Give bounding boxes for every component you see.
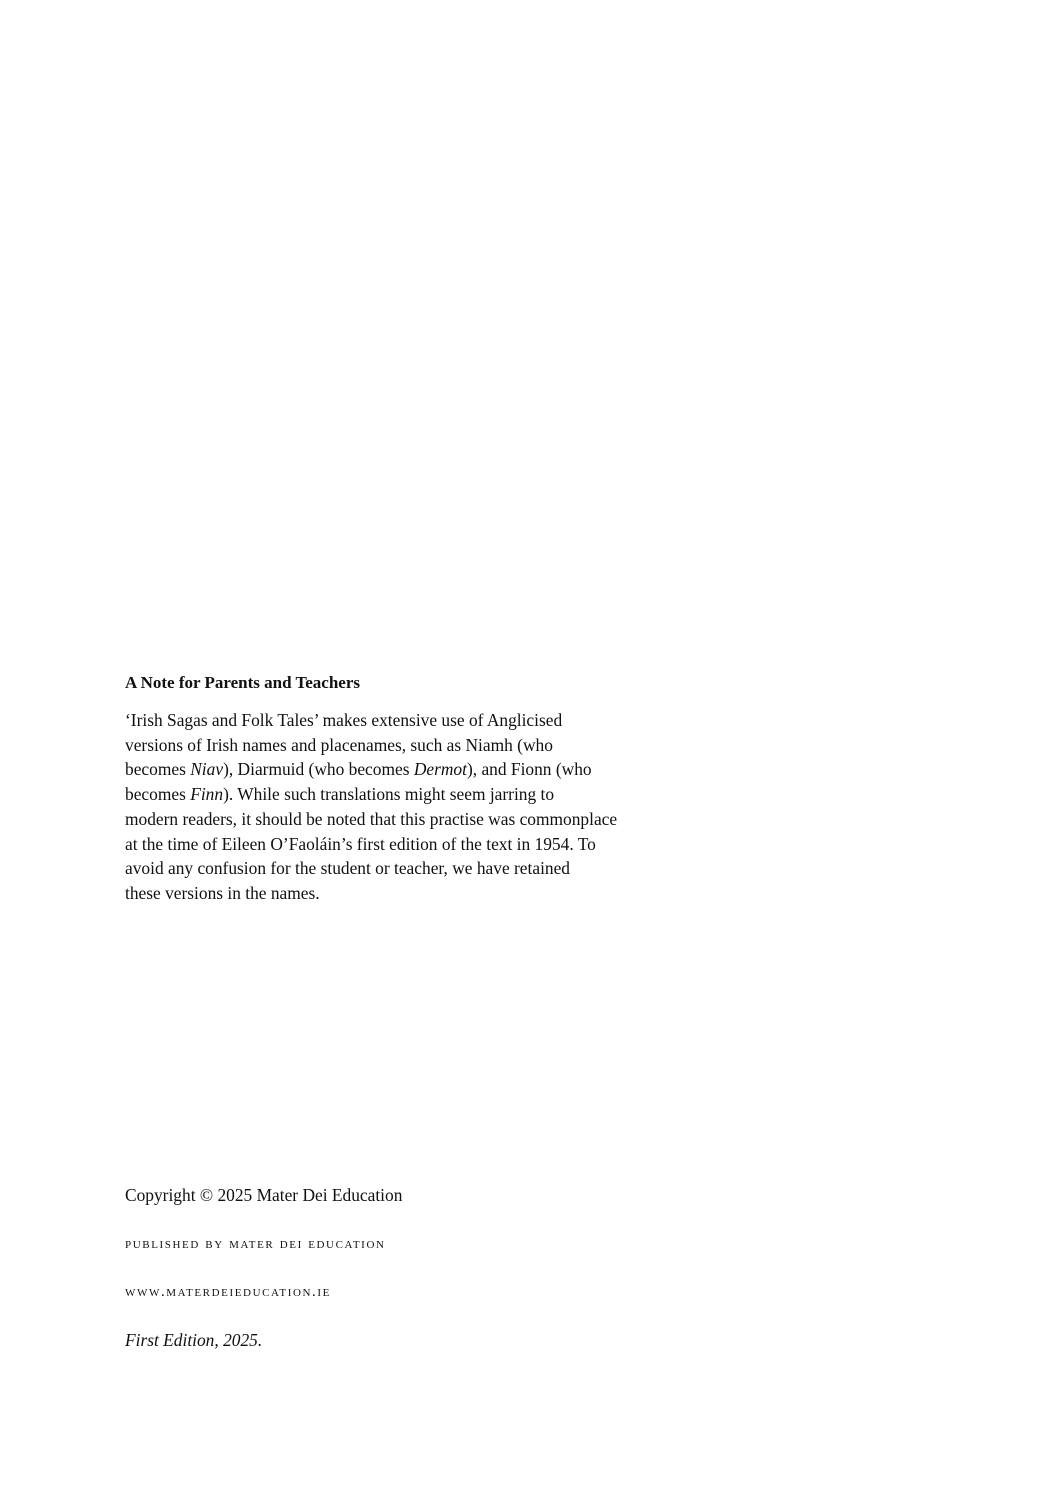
note-line-1-text: ‘Irish Sagas and Folk Tales’ makes extensive use of Anglicised	[125, 710, 563, 730]
note-line-5	[125, 807, 705, 832]
note-line-7-text: avoid any confusion for the student or teacher, we have retained	[125, 858, 571, 879]
note-section	[125, 672, 705, 906]
note-line-7	[125, 856, 705, 881]
note-line-4-text-b: ). While such translations might seem jarring to	[223, 784, 555, 805]
publisher-line: published by mater dei education	[125, 1236, 386, 1252]
note-line-4	[125, 782, 705, 807]
note-line-1	[125, 708, 705, 733]
note-line-8	[125, 881, 705, 906]
note-line-3-text-a: becomes	[125, 759, 191, 780]
note-line-3-text-b: ), Diarmuid (who becomes	[223, 759, 414, 780]
edition-line: First Edition, 2025.	[125, 1330, 263, 1350]
note-line-4-text-a: becomes	[125, 784, 191, 805]
name-finn: Finn	[190, 784, 224, 805]
note-line-3-text-c: ), and Fionn (who	[466, 759, 592, 780]
note-line-6-text: at the time of Eileen O’Faoláin’s first edition of the text in 1954. To	[125, 833, 596, 854]
name-niav: Niav	[190, 759, 224, 780]
name-dermot: Dermot	[413, 759, 467, 780]
colophon	[125, 1183, 725, 1352]
website-line: www.materdeieducation.ie	[125, 1284, 331, 1300]
note-body	[125, 708, 705, 906]
note-line-2	[125, 733, 705, 758]
copyright-line: Copyright © 2025 Mater Dei Education	[125, 1185, 403, 1205]
note-line-3	[125, 757, 705, 782]
note-line-8-text: these versions in the names.	[125, 882, 320, 903]
note-line-5-text: modern readers, it should be noted that this practise was commonplace	[125, 808, 618, 829]
note-line-6	[125, 832, 705, 857]
note-line-2-text: versions of Irish names and placenames, such as Niamh (who	[125, 734, 553, 755]
note-heading: A Note for Parents and Teachers	[125, 673, 361, 692]
